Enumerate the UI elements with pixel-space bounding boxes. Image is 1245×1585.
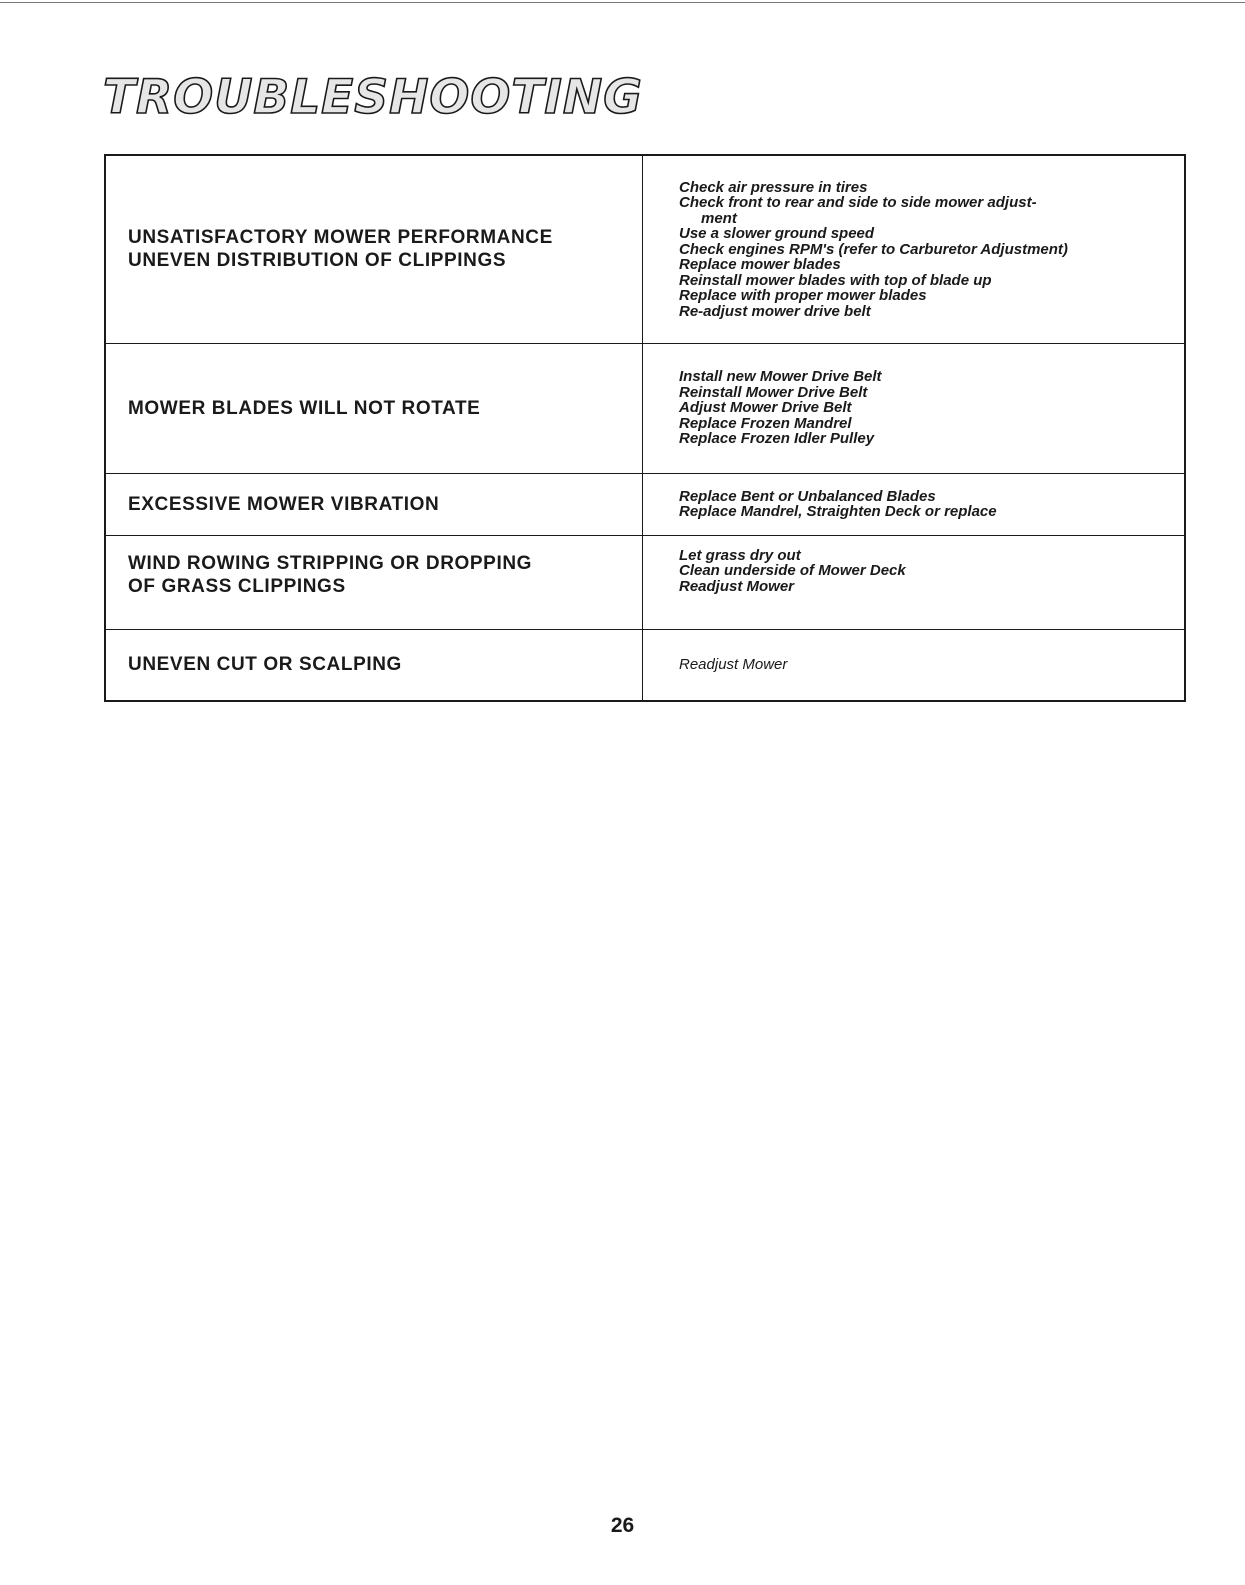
table-row (105, 473, 1185, 535)
remedy-text: Readjust Mower (679, 656, 788, 673)
problem-cell (105, 629, 643, 701)
troubleshooting-table (104, 154, 1186, 702)
remedy-text: Replace Bent or Unbalanced Blades (679, 487, 936, 505)
remedy-text: Replace with proper mower blades (679, 287, 927, 304)
remedy-text: Install new Mower Drive Belt (679, 368, 882, 386)
table-row (105, 629, 1185, 701)
page-title: TROUBLESHOOTING (103, 70, 643, 125)
remedy-text: Replace Mandrel, Straighten Deck or replace (679, 503, 997, 520)
remedy-text: Readjust Mower (679, 577, 795, 595)
problem-cell (105, 473, 643, 535)
problem-text: EXCESSIVE MOWER VIBRATION (128, 493, 440, 515)
remedy-text: Check front to rear and side to side mower adjust- (679, 194, 1037, 211)
remedy-text: Check air pressure in tires (679, 178, 868, 196)
remedy-cell (643, 473, 1186, 535)
remedy-text: Clean underside of Mower Deck (679, 562, 906, 579)
remedy-text: Check engines RPM's (refer to Carburetor Adjustment) (679, 240, 1068, 258)
remedy-text: ment (701, 209, 737, 227)
problem-cell (105, 343, 643, 473)
problem-text: WIND ROWING STRIPPING OR DROPPING (128, 552, 533, 574)
problem-cell (105, 155, 643, 343)
scan-edge-line (0, 2, 1245, 3)
problem-text: UNEVEN DISTRIBUTION OF CLIPPINGS (128, 250, 507, 272)
problem-cell (105, 535, 643, 629)
remedy-text: Replace mower blades (679, 256, 841, 273)
remedy-text: Use a slower ground speed (679, 225, 875, 242)
remedy-cell (643, 629, 1186, 701)
remedy-text: Replace Frozen Mandrel (679, 414, 852, 432)
remedy-text: Let grass dry out (679, 546, 801, 564)
problem-text: OF GRASS CLIPPINGS (128, 575, 346, 597)
page-number: 26 (610, 1514, 635, 1537)
table-row (105, 155, 1185, 343)
problem-text: UNSATISFACTORY MOWER PERFORMANCE (128, 227, 553, 249)
remedy-cell (643, 535, 1186, 629)
remedy-text: Re-adjust mower drive belt (679, 302, 871, 320)
problem-text: MOWER BLADES WILL NOT ROTATE (128, 397, 481, 419)
remedy-cell (643, 155, 1186, 343)
remedy-text: Reinstall Mower Drive Belt (679, 383, 868, 401)
remedy-cell (643, 343, 1186, 473)
remedy-text: Reinstall mower blades with top of blade up (679, 271, 992, 289)
table-row (105, 535, 1185, 629)
table-row (105, 343, 1185, 473)
remedy-text: Adjust Mower Drive Belt (679, 399, 852, 417)
problem-text: UNEVEN CUT OR SCALPING (128, 654, 402, 676)
remedy-text: Replace Frozen Idler Pulley (679, 430, 875, 448)
